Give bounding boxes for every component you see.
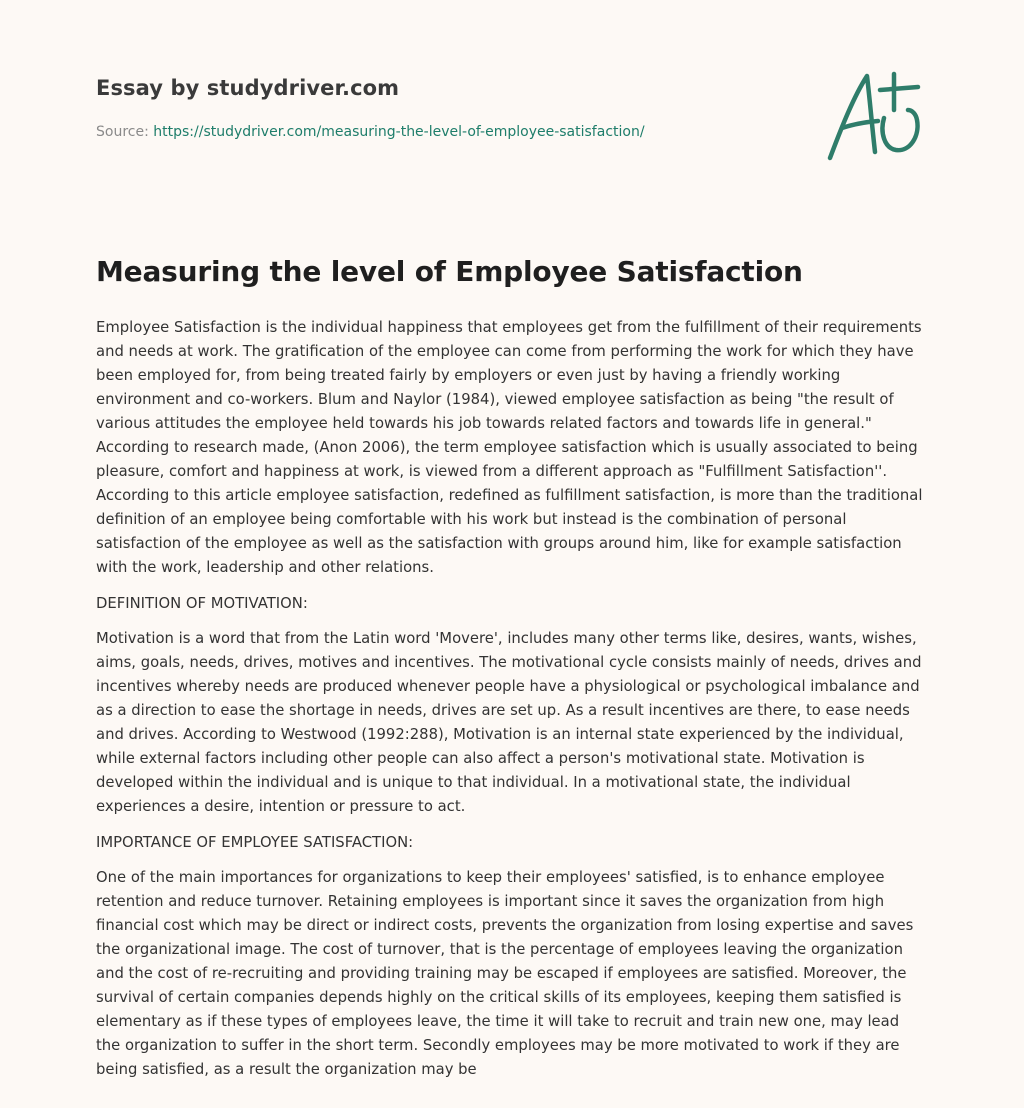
body-paragraph: Motivation is a word that from the Latin word 'Movere', includes many other terms like, desires, wants, wishes, aims, goals, needs, drives, motives and incentives. The motivational cycle consists mainly of needs, drives and incentives whereby needs are produced whenever people have a physiological or psychological imbalance and as a direction to ease the shortage in needs, drives are set up. As a result incentives are there, to ease needs and drives. According to Westwood (1992:288), Motivation is an internal state experienced by the individual, while external factors including other people can also affect a person's motivational state. Motivation is developed within the individual and is unique to that individual. In a motivational state, the individual experiences a desire, intention or pressure to act. (96, 630, 922, 815)
section-heading: IMPORTANCE OF EMPLOYEE SATISFACTION: (96, 834, 414, 851)
a-plus-logo-icon (820, 66, 930, 166)
source-label: Source: (96, 124, 154, 140)
body-paragraph: Employee Satisfaction is the individual happiness that employees get from the fulfillment of their requirements and needs at work. The gratification of the employee can come from performing the work for which they have been employed for, from being treated fairly by employers or even just by having a friendly working environment and co-workers. Blum and Naylor (1984), viewed employee satisfaction as being "the result of various attitudes the employee held towards his job towards related factors and towards life in general." According to research made, (Anon 2006), the term employee satisfaction which is usually associated to being pleasure, comfort and happiness at work, is viewed from a different approach as "Fulfillment Satisfaction''. According to this article employee satisfaction, redefined as fulfillment satisfaction, is more than the traditional definition of an employee being comfortable with his work but instead is the combination of personal satisfaction of the employee as well as the satisfaction with groups around him, like for example satisfaction with the work, leadership and other relations. (96, 319, 923, 576)
section-heading: DEFINITION OF MOTIVATION: (96, 595, 308, 612)
essay-body (96, 316, 928, 1094)
source-line (96, 124, 645, 140)
essay-title: Measuring the level of Employee Satisfaction (96, 255, 803, 288)
body-paragraph: One of the main importances for organizations to keep their employees' satisfied, is to enhance employee retention and reduce turnover. Retaining employees is important since it saves the organization from high financial cost which may be direct or indirect costs, prevents the organization from losing expertise and saves the organizational image. The cost of turnover, that is the percentage of employees leaving the organization and the cost of re-recruiting and providing training may be escaped if employees are satisfied. Moreover, the survival of certain companies depends highly on the critical skills of its employees, keeping them satisfied is elementary as if these types of employees leave, the time it will take to recruit and train new one, may lead the organization to suffer in the short term. Secondly employees may be more motivated to work if they are being satisfied, as a result the organization may be (96, 869, 914, 1078)
source-link[interactable]: https://studydriver.com/measuring-the-level-of-employee-satisfaction/ (153, 124, 645, 140)
site-name: Essay by studydriver.com (96, 76, 400, 100)
